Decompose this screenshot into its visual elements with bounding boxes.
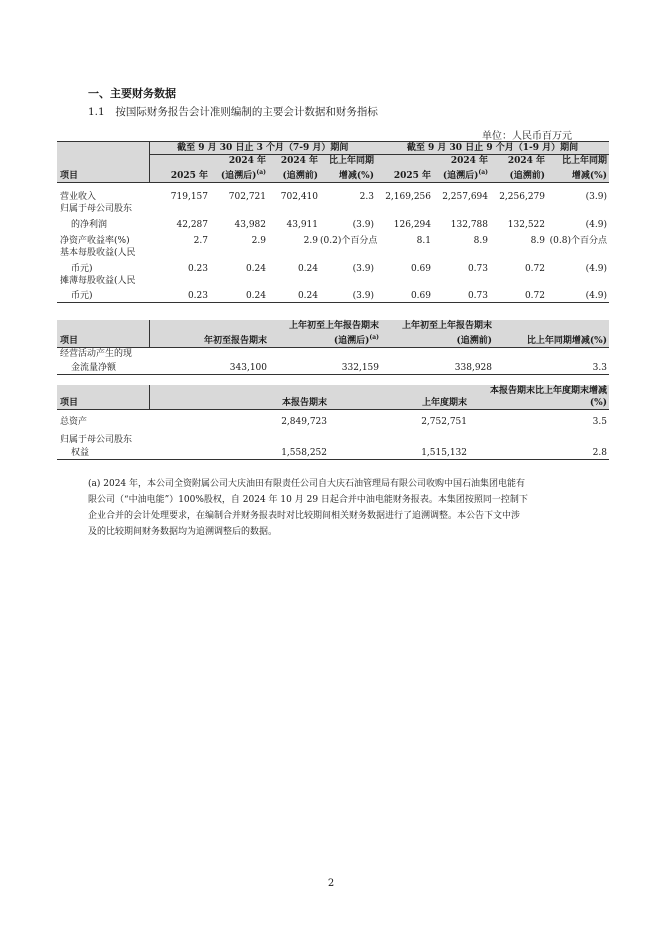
- cell-value: 8.1: [416, 235, 431, 246]
- row-label-cont: 币元): [71, 263, 93, 274]
- cell-value: 0.73: [433, 287, 490, 303]
- cell-value: 43,911: [286, 219, 318, 230]
- cell-value: 42,287: [176, 219, 208, 230]
- cell-value: (4.9): [585, 219, 607, 230]
- header-original: (追溯前): [490, 167, 547, 183]
- cell-value: (3.9): [585, 191, 607, 202]
- cell-value: 0.72: [524, 263, 545, 274]
- cell-value: 0.73: [467, 263, 488, 274]
- cell-value: 1,515,132: [329, 446, 469, 460]
- cell-value: 2.8: [469, 446, 609, 460]
- cell-value: 0.69: [376, 287, 433, 303]
- table-row: [57, 360, 609, 374]
- cell-value: 0.24: [210, 287, 268, 303]
- cell-value: 0.72: [490, 287, 547, 303]
- header-item: 项目: [57, 320, 149, 348]
- header-change: 比上年同期增减(%): [494, 320, 609, 348]
- header-change-pct: 增减(%): [320, 167, 376, 183]
- financial-data-table: [57, 141, 609, 303]
- header-2024: 2024 年: [450, 156, 488, 166]
- table-header-row: [57, 155, 609, 168]
- page-number: 2: [327, 878, 335, 889]
- cell-value: 2,257,694: [442, 191, 488, 202]
- cell-value: 3.5: [592, 416, 607, 427]
- table-row: [57, 287, 609, 303]
- row-label-cont: 权益: [57, 446, 149, 460]
- header-2024: 2024 年: [507, 156, 545, 166]
- cell-value: 2,256,279: [499, 191, 545, 202]
- cell-value: 8.9: [530, 235, 545, 246]
- table-row: [57, 247, 609, 259]
- cell-value: 0.24: [245, 263, 266, 274]
- balance-table: [57, 385, 609, 460]
- cell-value: 719,157: [170, 191, 208, 202]
- row-label-cont: 金流量净额: [57, 360, 149, 374]
- table-header-row: [57, 385, 609, 397]
- row-label: 经营活动产生的现: [60, 349, 133, 359]
- cell-value: 2.3: [359, 191, 374, 202]
- cell-value: 132,788: [450, 219, 488, 230]
- row-label: 营业收入: [60, 191, 97, 202]
- table-row: [57, 348, 609, 361]
- cell-value: 43,982: [234, 219, 266, 230]
- header-prev-ytd: 上年初至上年报告期末: [288, 321, 379, 331]
- subsection-title: 按国际财务报告会计准则编制的主要会计数据和财务指标: [115, 106, 378, 118]
- cell-value: (4.9): [585, 263, 607, 274]
- cell-value: 2,752,751: [421, 416, 467, 427]
- cell-value: 332,159: [269, 360, 381, 374]
- cell-value: 338,928: [381, 360, 494, 374]
- header-prev: 上年度期末: [329, 385, 469, 410]
- header-adjusted: (追溯后)$^{(a)}$: [210, 167, 268, 183]
- header-original: (追溯前): [268, 167, 320, 183]
- table-row: [57, 275, 609, 287]
- cell-value: 2,849,723: [281, 416, 327, 427]
- cell-value: (3.9): [352, 263, 374, 274]
- cell-value: 0.23: [187, 263, 208, 274]
- cash-flow-table: [57, 320, 609, 375]
- cell-value: 702,410: [280, 191, 318, 202]
- cell-value: 0.69: [410, 263, 431, 274]
- row-label: 归属于母公司股东: [60, 203, 133, 214]
- subsection-number: 1.1: [88, 106, 105, 118]
- header-group-q3: 截至 9 月 30 日止 3 个月（7-9 月）期间: [149, 142, 376, 155]
- cell-value: 2.9: [251, 235, 266, 246]
- section-title: 一、主要财务数据: [88, 87, 176, 100]
- header-change-pct: (%): [469, 397, 609, 410]
- cell-value: 1,558,252: [149, 446, 329, 460]
- table-row: [57, 203, 609, 215]
- cell-value: 0.23: [149, 287, 210, 303]
- unit-label: 单位：人民币百万元: [482, 131, 572, 142]
- row-label: 摊薄每股收益(人民: [60, 275, 136, 286]
- header-prev-ytd: 上年初至上年报告期末: [401, 321, 492, 331]
- header-ytd: 年初至报告期末: [149, 320, 269, 348]
- header-2024: 2024 年: [228, 156, 266, 166]
- header-group-ytd: 截至 9 月 30 日止 9 个月（1-9 月）期间: [376, 142, 609, 155]
- row-label: 净资产收益率(%): [60, 235, 130, 246]
- header-adjusted: (追溯后)$^{(a)}$: [433, 167, 490, 183]
- cell-value: 2.7: [193, 235, 208, 246]
- table-row: [57, 428, 609, 446]
- table-header-row: [57, 320, 609, 332]
- header-change-pct: 增减(%): [547, 167, 609, 183]
- footnote: (a) 2024 年，本公司全资附属公司大庆油田有限责任公司自大庆石油管理局有限公司收购中国石油集团电能有限公司（“中油电能”）100%股权，自 2024 年 10 月 29 日起合并中油电能财务报表。本集团按照同一控制下企业合并的会计处理要求，在编制合并财务报表时对比较期间相关财务数据进行了追溯调整。本公告下文中涉及的比较期间财务数据均为追溯调整后的数据。: [88, 479, 528, 537]
- header-change: 本报告期末比上年度期末增减: [489, 386, 607, 396]
- header-item: 项目: [57, 155, 149, 183]
- row-label: 总资产: [60, 416, 88, 427]
- cell-value: 702,721: [228, 191, 266, 202]
- cell-value: 0.24: [268, 287, 320, 303]
- table-row: [57, 410, 609, 428]
- cell-value: 3.3: [494, 360, 609, 374]
- header-adjusted: (追溯后)$^{(a)}$: [269, 332, 381, 348]
- cell-value: 2,169,256: [385, 191, 431, 202]
- table-row: [57, 215, 609, 231]
- cell-value: (0.2)个百分点: [320, 235, 378, 246]
- cell-value: 343,100: [149, 360, 269, 374]
- table-row: [57, 259, 609, 275]
- cell-value: (0.8)个百分点: [549, 235, 607, 246]
- table-row: [57, 446, 609, 460]
- cell-value: 0.24: [297, 263, 318, 274]
- header-original: (追溯前): [381, 332, 494, 348]
- subsection-heading: [88, 104, 378, 119]
- header-2024: 2024 年: [280, 156, 318, 166]
- table-row: [57, 231, 609, 247]
- cell-value: 132,522: [507, 219, 545, 230]
- header-change: 比上年同期: [561, 156, 607, 166]
- row-label: 基本每股收益(人民: [60, 247, 136, 258]
- cell-value: 8.9: [473, 235, 488, 246]
- header-change: 比上年同期: [328, 156, 374, 166]
- row-label: 归属于母公司股东: [60, 434, 133, 445]
- row-label-cont: 的净利润: [71, 219, 108, 230]
- header-2025: 2025 年: [149, 167, 210, 183]
- header-item: 项目: [57, 385, 149, 410]
- cell-value: 2.9: [303, 235, 318, 246]
- cell-value: (3.9): [320, 287, 376, 303]
- table-header-row: [57, 142, 609, 155]
- cell-value: (3.9): [352, 219, 374, 230]
- header-current: 本报告期末: [149, 385, 329, 410]
- row-label-cont: 币元): [57, 287, 149, 303]
- header-2025: 2025 年: [376, 167, 433, 183]
- table-row: [57, 183, 609, 203]
- cell-value: 126,294: [393, 219, 431, 230]
- cell-value: (4.9): [547, 287, 609, 303]
